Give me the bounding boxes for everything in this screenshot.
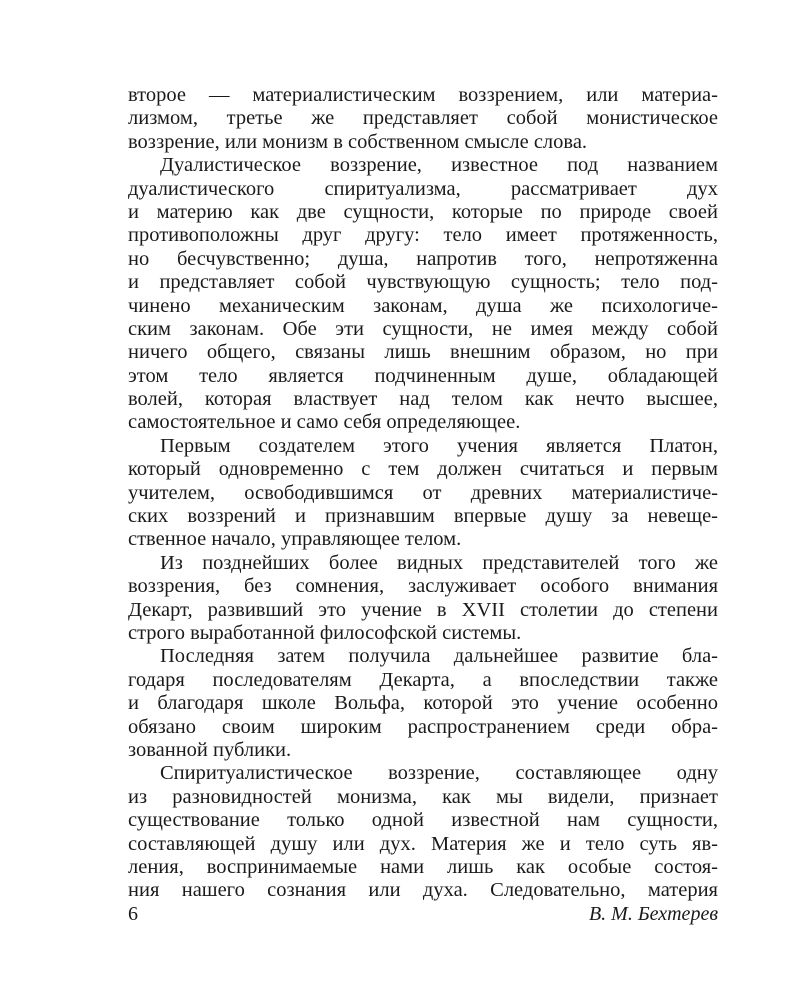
text-line: второе — материалистическим воззрением, или материа- bbox=[128, 84, 718, 106]
text-line: Декарт, развивший это учение в XVII столетии до степени bbox=[128, 598, 718, 621]
text-line: воззрения, без сомнения, заслуживает особого внимания bbox=[128, 575, 718, 598]
text-line: составляющей душу или дух. Материя же и тело суть яв- bbox=[128, 832, 718, 855]
text-line: Дуалистическое воззрение, известное под названием bbox=[160, 154, 718, 177]
text-line: ским законам. Обе эти сущности, не имея между собой bbox=[128, 317, 718, 340]
running-author: В. М. Бехтерев bbox=[588, 903, 718, 925]
text-line: самостоятельное и само себя определяющее. bbox=[128, 411, 521, 434]
text-line: лизмом, третье же представляет собой монистическое bbox=[128, 107, 718, 130]
text-line: Последняя затем получила дальнейшее развитие бла- bbox=[160, 645, 718, 668]
text-line: Первым создателем этого учения является Платон, bbox=[160, 434, 718, 457]
text-line: ских воззрений и признавшим впервые душу за невеще- bbox=[128, 505, 718, 528]
page-footer bbox=[128, 903, 718, 929]
text-line: но бесчувственно; душа, напротив того, непротяженна bbox=[128, 247, 718, 270]
text-line: дуалистического спиритуализма, рассматривает дух bbox=[128, 177, 718, 200]
text-line: из разновидностей монизма, как мы видели, признает bbox=[128, 785, 718, 808]
text-line: ственное начало, управляющее телом. bbox=[128, 528, 462, 551]
text-line: этом тело является подчиненным душе, обладающей bbox=[128, 364, 718, 387]
text-line: и материю как две сущности, которые по природе своей bbox=[128, 200, 718, 223]
text-line: строго выработанной философской системы. bbox=[128, 621, 522, 644]
text-line: и представляет собой чувствующую сущность; тело под- bbox=[128, 271, 718, 294]
text-line: обязано своим широким распространением среди обра- bbox=[128, 715, 718, 738]
text-line: противоположны друг другу: тело имеет протяженность, bbox=[128, 224, 718, 247]
text-line: чинено механическим законам, душа же психологиче- bbox=[128, 294, 718, 317]
text-line: Спиритуалистическое воззрение, составляющее одну bbox=[160, 762, 718, 785]
text-line: Из позднейших более видных представителей того же bbox=[160, 551, 718, 574]
page-number: 6 bbox=[128, 903, 138, 925]
text-line: ния нашего сознания или духа. Следовательно, материя bbox=[128, 879, 718, 902]
text-line: волей, которая властвует над телом как нечто высшее, bbox=[128, 388, 718, 411]
body-text bbox=[128, 84, 718, 903]
text-line: учителем, освободившимся от древних материалистиче- bbox=[128, 481, 718, 504]
text-line: ления, воспринимаемые нами лишь как особые состоя- bbox=[128, 855, 718, 878]
text-line: и благодаря школе Вольфа, которой это учение особенно bbox=[128, 692, 718, 715]
text-line: зованной публики. bbox=[128, 738, 292, 761]
text-line: ничего общего, связаны лишь внешним образом, но при bbox=[128, 341, 718, 364]
text-line: годаря последователям Декарта, а впоследствии также bbox=[128, 668, 718, 691]
text-line: существование только одной известной нам сущности, bbox=[128, 809, 718, 832]
text-line: который одновременно с тем должен считаться и первым bbox=[128, 458, 718, 481]
text-line: воззрение, или монизм в собственном смысле слова. bbox=[128, 130, 588, 153]
